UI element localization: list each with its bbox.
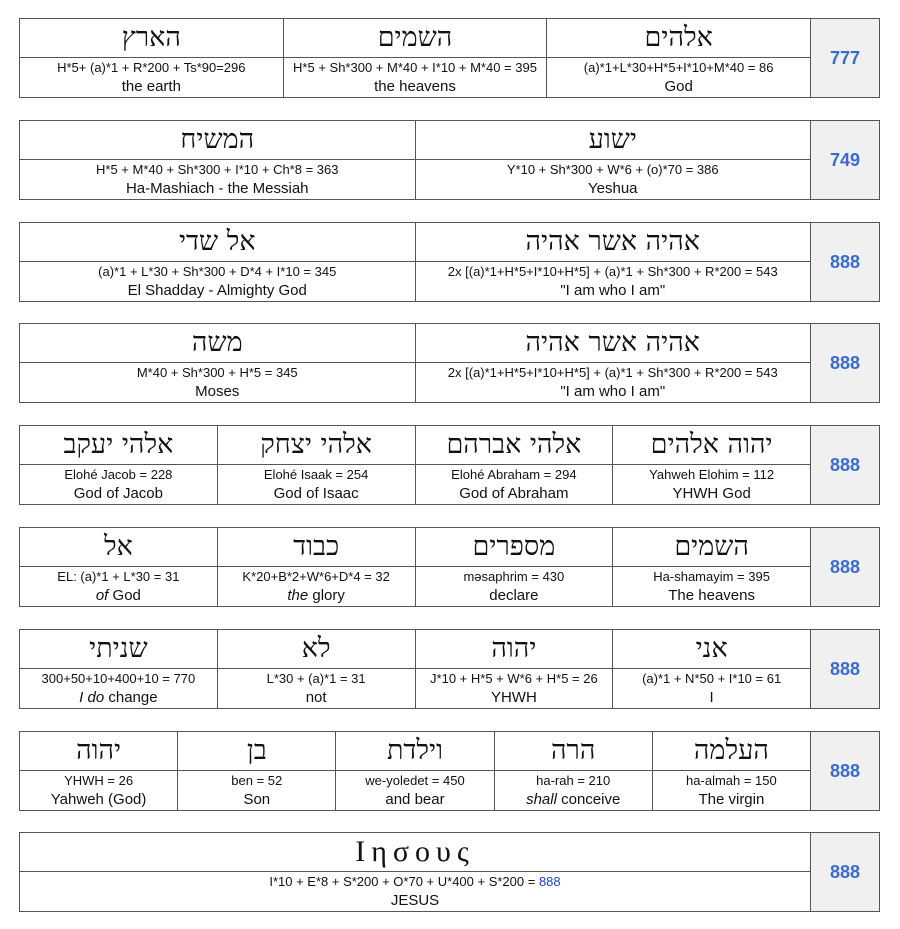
english-meaning: "I am who I am" xyxy=(560,282,666,300)
hebrew-word: ישוע xyxy=(416,121,811,160)
hebrew-word: אלהי אברהם xyxy=(416,426,613,465)
total-value: 888 xyxy=(810,528,879,606)
greek-word: Ιησους xyxy=(20,833,810,872)
gematria-formula: 2x [(a)*1+H*5+I*10+H*5] + (a)*1 + Sh*300 + R*200 = 543 xyxy=(447,364,778,380)
word-columns xyxy=(20,223,810,301)
english-meaning: The virgin xyxy=(698,791,765,809)
total-value: 888 xyxy=(810,426,879,504)
english-meaning: God of Jacob xyxy=(73,485,163,503)
english-meaning: God of Abraham xyxy=(459,485,569,503)
word-cell xyxy=(177,732,335,810)
word-cell xyxy=(612,630,810,708)
english-meaning: YHWH xyxy=(490,689,537,707)
hebrew-word: משה xyxy=(20,324,415,363)
gematria-formula: Yahweh Elohim = 112 xyxy=(649,466,775,482)
gematria-formula xyxy=(20,872,810,892)
english-meaning: El Shadday - Almighty God xyxy=(127,282,307,300)
hebrew-word: המשיח xyxy=(20,121,415,160)
word-columns xyxy=(20,121,810,199)
hebrew-word: אני xyxy=(613,630,810,669)
hebrew-word: יהוה xyxy=(416,630,613,669)
hebrew-word: שניתי xyxy=(20,630,217,669)
english-meaning xyxy=(20,688,217,708)
english-meaning: the earth xyxy=(121,78,181,96)
meaning-text: glory xyxy=(308,587,345,605)
english-meaning: and bear xyxy=(385,791,445,809)
word-columns xyxy=(20,833,810,911)
word-cell xyxy=(20,426,217,504)
english-meaning: Moses xyxy=(195,383,240,401)
english-meaning: not xyxy=(305,689,327,707)
gematria-formula: məsaphrim = 430 xyxy=(463,568,565,584)
gematria-table xyxy=(19,731,880,811)
total-value: 777 xyxy=(810,19,879,97)
gematria-table xyxy=(19,323,880,403)
word-cell xyxy=(335,732,493,810)
gematria-formula: L*30 + (a)*1 = 31 xyxy=(266,670,366,686)
word-columns xyxy=(20,732,810,810)
hebrew-word: מספרים xyxy=(416,528,613,567)
meaning-italic: of xyxy=(95,587,109,605)
word-cell xyxy=(415,324,811,402)
total-value: 888 xyxy=(810,833,879,911)
word-cell xyxy=(415,121,811,199)
hebrew-word: יהוה xyxy=(20,732,177,771)
gematria-formula: (a)*1 + N*50 + I*10 = 61 xyxy=(642,670,782,686)
gematria-formula: K*20+B*2+W*6+D*4 = 32 xyxy=(242,568,390,584)
hebrew-word: אלהי יעקב xyxy=(20,426,217,465)
hebrew-word: לא xyxy=(218,630,415,669)
word-cell xyxy=(415,630,613,708)
meaning-italic: the xyxy=(287,587,309,605)
hebrew-word: כבוד xyxy=(218,528,415,567)
total-value: 888 xyxy=(810,630,879,708)
formula-text: I*10 + E*8 + S*200 + O*70 + U*400 + S*200 = xyxy=(269,873,539,889)
gematria-formula: ha-almah = 150 xyxy=(686,772,777,788)
gematria-formula: Ha-shamayim = 395 xyxy=(653,568,770,584)
word-cell xyxy=(20,19,283,97)
hebrew-word: אהיה אשר אהיה xyxy=(416,324,811,363)
word-columns xyxy=(20,630,810,708)
hebrew-word: אלהים xyxy=(547,19,810,58)
total-value: 749 xyxy=(810,121,879,199)
english-meaning: Ha-Mashiach - the Messiah xyxy=(125,180,309,198)
gematria-formula: Elohé Abraham = 294 xyxy=(451,466,577,482)
english-meaning xyxy=(495,790,652,810)
gematria-formula: 2x [(a)*1+H*5+I*10+H*5] + (a)*1 + Sh*300 + R*200 = 543 xyxy=(447,263,778,279)
english-meaning: God of Isaac xyxy=(273,485,359,503)
hebrew-word: השמים xyxy=(613,528,810,567)
gematria-formula: M*40 + Sh*300 + H*5 = 345 xyxy=(136,364,298,380)
english-meaning xyxy=(218,586,415,606)
word-columns xyxy=(20,426,810,504)
gematria-table xyxy=(19,222,880,302)
word-cell xyxy=(217,528,415,606)
word-cell xyxy=(20,121,415,199)
total-value: 888 xyxy=(810,324,879,402)
english-meaning: Son xyxy=(243,791,271,809)
word-cell xyxy=(612,528,810,606)
gematria-table xyxy=(19,527,880,607)
gematria-table xyxy=(19,18,880,98)
gematria-formula: YHWH = 26 xyxy=(64,772,134,788)
gematria-table xyxy=(19,425,880,505)
word-cell xyxy=(20,833,810,911)
word-cell xyxy=(494,732,652,810)
gematria-table xyxy=(19,832,880,912)
english-meaning: declare xyxy=(489,587,539,605)
meaning-text: change xyxy=(104,689,158,707)
hebrew-word: וילדת xyxy=(336,732,493,771)
hebrew-word: אהיה אשר אהיה xyxy=(416,223,811,262)
word-cell xyxy=(652,732,810,810)
gematria-formula: ha-rah = 210 xyxy=(536,772,611,788)
hebrew-word: אל xyxy=(20,528,217,567)
hebrew-word: אל שדי xyxy=(20,223,415,262)
hebrew-word: השמים xyxy=(284,19,547,58)
hebrew-word: בן xyxy=(178,732,335,771)
word-cell xyxy=(546,19,810,97)
english-meaning: YHWH God xyxy=(672,485,751,503)
gematria-formula: H*5 + Sh*300 + M*40 + I*10 + M*40 = 395 xyxy=(293,59,537,75)
english-meaning: the heavens xyxy=(374,78,456,96)
formula-result: 888 xyxy=(538,873,561,889)
english-meaning: Yahweh (God) xyxy=(50,791,147,809)
word-cell xyxy=(415,223,811,301)
gematria-table xyxy=(19,120,880,200)
gematria-formula: we-yoledet = 450 xyxy=(365,772,465,788)
english-meaning: Yeshua xyxy=(588,180,638,198)
hebrew-word: הארץ xyxy=(20,19,283,58)
hebrew-word: הרה xyxy=(495,732,652,771)
word-cell xyxy=(20,324,415,402)
english-meaning: I xyxy=(709,689,714,707)
total-value: 888 xyxy=(810,223,879,301)
word-cell xyxy=(20,223,415,301)
meaning-italic: shall xyxy=(526,791,557,809)
word-cell xyxy=(217,630,415,708)
gematria-formula: Elohé Jacob = 228 xyxy=(64,466,173,482)
word-cell xyxy=(415,528,613,606)
gematria-formula: 300+50+10+400+10 = 770 xyxy=(41,670,196,686)
gematria-formula: H*5 + M*40 + Sh*300 + I*10 + Ch*8 = 363 xyxy=(96,161,339,177)
english-meaning: God xyxy=(664,78,693,96)
gematria-formula: Y*10 + Sh*300 + W*6 + (o)*70 = 386 xyxy=(506,161,719,177)
word-cell xyxy=(217,426,415,504)
gematria-formula: (a)*1+L*30+H*5+I*10+M*40 = 86 xyxy=(583,59,774,75)
english-meaning xyxy=(20,586,217,606)
word-cell xyxy=(20,528,217,606)
hebrew-word: יהוה אלהים xyxy=(613,426,810,465)
word-columns xyxy=(20,528,810,606)
word-cell xyxy=(283,19,547,97)
gematria-formula: EL: (a)*1 + L*30 = 31 xyxy=(57,568,180,584)
word-columns xyxy=(20,19,810,97)
gematria-formula: (a)*1 + L*30 + Sh*300 + D*4 + I*10 = 345 xyxy=(98,263,337,279)
gematria-formula: J*10 + H*5 + W*6 + H*5 = 26 xyxy=(430,670,598,686)
total-value: 888 xyxy=(810,732,879,810)
word-cell xyxy=(612,426,810,504)
gematria-formula: H*5+ (a)*1 + R*200 + Ts*90=296 xyxy=(57,59,246,75)
word-cell xyxy=(415,426,613,504)
gematria-table xyxy=(19,629,880,709)
meaning-italic: I do xyxy=(79,689,105,707)
hebrew-word: העלמה xyxy=(653,732,810,771)
word-cell xyxy=(20,630,217,708)
meaning-text: conceive xyxy=(556,791,621,809)
gematria-formula: ben = 52 xyxy=(231,772,283,788)
gematria-formula: Elohé Isaak = 254 xyxy=(263,466,369,482)
meaning-text: God xyxy=(108,587,141,605)
english-meaning: "I am who I am" xyxy=(560,383,666,401)
english-meaning: The heavens xyxy=(668,587,755,605)
hebrew-word: אלהי יצחק xyxy=(218,426,415,465)
word-columns xyxy=(20,324,810,402)
english-meaning: JESUS xyxy=(390,892,440,910)
word-cell xyxy=(20,732,177,810)
